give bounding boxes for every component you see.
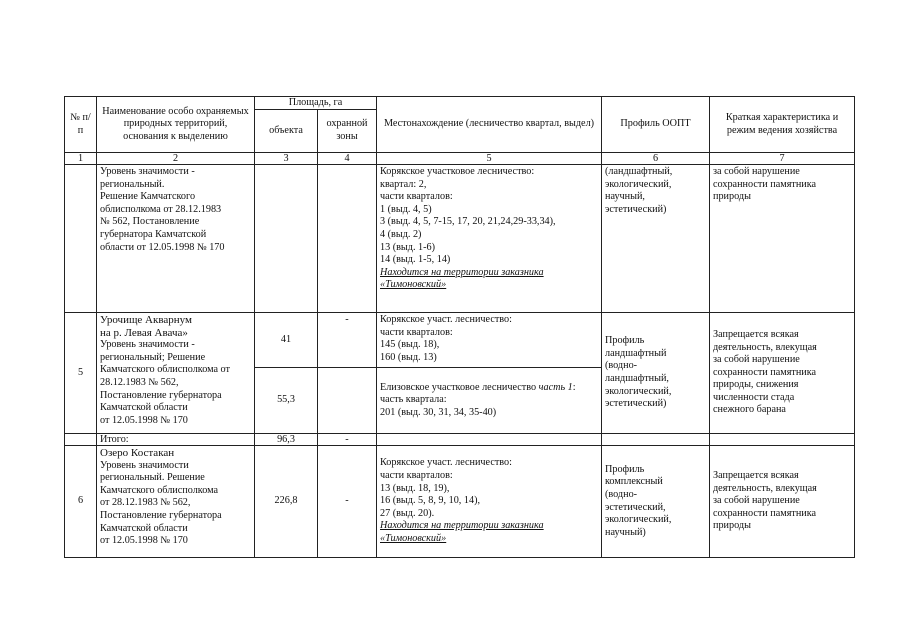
header-area-zone: охранной зоны [318,110,377,153]
name-line: облисполкома от 28.12.1983 [100,203,222,215]
regime-line: природы, снижения [713,379,799,391]
location-line: 13 (выд. 18, 19), [380,482,450,494]
row5-num: 5 [65,313,97,434]
name-line: Уровень значимости - [100,166,195,177]
protected-areas-table [64,96,855,558]
regime-line: Запрещается всякая [713,328,799,340]
name-line: региональный. Решение [100,472,205,484]
row6-regime [710,446,855,558]
profile-line: (ландшафтный, [605,166,673,177]
profile-line: комплексный [605,476,663,488]
name-line: Камчатского облисполкома от [100,364,230,376]
col-number-3: 3 [255,153,318,165]
location-line: Елизовское участковое лесничество часть 1: [380,381,576,393]
location-line: 16 (выд. 5, 8, 9, 10, 14), [380,495,481,507]
name-line: Камчатского облисполкома [100,484,219,496]
profile-line: (водно- [605,488,638,500]
location-line: части кварталов: [380,470,453,482]
row5-zone-b [318,368,377,434]
regime-line: сохранности памятника [713,507,817,519]
location-line: Корякское участ. лесничество: [380,457,512,469]
location-line: части кварталов: [380,326,453,338]
row5-location-a [377,313,602,368]
profile-line: эстетический) [605,398,667,410]
header-profile: Профиль ООПТ [602,97,710,153]
regime-line: Запрещается всякая [713,470,799,482]
name-line: от 12.05.1998 № 170 [100,414,188,426]
name-line: области от 12.05.1998 № 170 [100,241,225,253]
column-numbers-row [65,153,855,165]
name-line: губернатора Камчатской [100,228,207,240]
col-number-1: 1 [65,153,97,165]
name-line: Постановление губернатора [100,509,222,521]
regime-line: природы [713,191,751,203]
regime-line: за собой нарушение [713,495,800,507]
location-note: «Тимоновский» [380,279,447,291]
name-line: Уровень значимости [100,459,189,471]
name-line: Решение Камчатского [100,191,196,203]
location-note: Находится на территории заказника [380,266,544,278]
col-number-4: 4 [318,153,377,165]
table-row [65,313,855,368]
name-line: региональный. [100,178,165,190]
row6-zone: - [318,446,377,558]
location-line: 1 (выд. 4, 5) [380,203,432,215]
table-row [65,165,855,313]
name-line: Урочище Акварнум [100,314,192,326]
location-line: 14 (выд. 1-5, 14) [380,254,451,266]
location-line: части кварталов: [380,191,453,203]
location-line: 13 (выд. 1-6) [380,241,436,253]
row-cont-zone [318,165,377,313]
name-line: от 12.05.1998 № 170 [100,535,188,547]
row-cont-area [255,165,318,313]
header-regime: Краткая характеристика и режим ведения хозяйства [710,97,855,153]
total-row [65,434,855,446]
profile-line: научный, [605,191,645,203]
location-line: 27 (выд. 20). [380,507,435,519]
location-line: 145 (выд. 18), [380,339,440,351]
profile-line: научный) [605,526,646,538]
location-note: Находится на территории заказника [380,520,544,532]
name-line: 28.12.1983 № 562, [100,376,179,388]
profile-line: эстетический) [605,203,667,215]
location-line: 4 (выд. 2) [380,228,422,240]
profile-line: ландшафтный [605,347,667,359]
profile-line: Профиль [605,463,645,475]
profile-line: (водно- [605,360,638,372]
name-line: Озеро Костакан [100,447,175,459]
col-number-6: 6 [602,153,710,165]
location-line: квартал: 2, [380,178,427,190]
profile-line: Профиль [605,335,645,347]
row5-zone-a: - [318,313,377,368]
name-line: Постановление губернатора [100,389,222,401]
row5-name [97,313,255,434]
profile-line: ландшафтный, [605,373,669,384]
row-cont-location [377,165,602,313]
location-line: 201 (выд. 30, 31, 34, 35-40) [380,406,497,418]
col-number-2: 2 [97,153,255,165]
regime-line: снежного барана [713,404,786,416]
row-cont-profile [602,165,710,313]
name-line: № 562, Постановление [100,216,200,228]
header-location: Местонахождение (лесничество квартал, выдел) [377,97,602,153]
profile-line: экологический, [605,178,672,190]
name-line: Камчатской области [100,402,188,414]
regime-line: численности стада [713,391,795,403]
row5-area-a: 41 [255,313,318,368]
location-line: 3 (выд. 4, 5, 7-15, 17, 20, 21,24,29-33,34), [380,216,556,228]
header-area: Площадь, га [255,97,377,110]
row5-location-b [377,368,602,434]
header-area-object: объекта [255,110,318,153]
profile-line: экологический, [605,514,672,526]
table-row [65,446,855,558]
regime-line: природы [713,520,751,532]
row5-area-b: 55,3 [255,368,318,434]
total-num [65,434,97,446]
name-line: от 28.12.1983 № 562, [100,497,191,509]
name-line: региональный; Решение [100,351,206,363]
total-profile [602,434,710,446]
total-location [377,434,602,446]
name-line: на р. Левая Авача» [100,326,188,339]
row5-profile [602,313,710,434]
total-label: Итого: [97,434,255,446]
header-num: № п/п [65,97,97,153]
row-cont-name [97,165,255,313]
regime-line: деятельность, влекущая [713,341,817,353]
total-regime [710,434,855,446]
regime-line: деятельность, влекущая [713,482,817,494]
header-row [65,97,855,110]
header-name: Наименование особо охраняемых природных территорий, основания к выделению [97,97,255,153]
row-cont-regime [710,165,855,313]
location-line: Корякское участ. лесничество: [380,314,512,325]
location-line: 160 (выд. 13) [380,351,437,363]
location-line: Корякское участковое лесничество: [380,166,535,177]
location-note: «Тимоновский» [380,532,447,544]
row5-regime [710,313,855,434]
row6-name [97,446,255,558]
regime-line: сохранности памятника [713,178,817,190]
name-line: Уровень значимости - [100,339,195,351]
row6-num: 6 [65,446,97,558]
profile-line: экологический, [605,385,672,397]
profile-line: эстетический, [605,501,666,513]
col-number-5: 5 [377,153,602,165]
row6-profile [602,446,710,558]
col-number-7: 7 [710,153,855,165]
regime-line: за собой нарушение [713,166,800,177]
row-cont-num [65,165,97,313]
row6-area: 226,8 [255,446,318,558]
row6-location [377,446,602,558]
regime-line: сохранности памятника [713,366,817,378]
name-line: Камчатской области [100,522,188,534]
regime-line: за собой нарушение [713,354,800,366]
total-zone: - [318,434,377,446]
location-line: часть квартала: [380,394,447,406]
total-area: 96,3 [255,434,318,446]
